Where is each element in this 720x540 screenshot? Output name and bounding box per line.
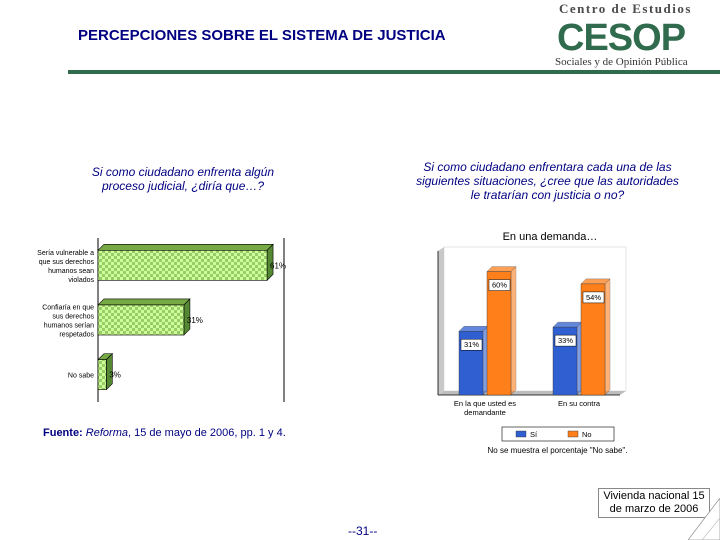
legend-label: Sí <box>530 430 538 439</box>
legend-swatch <box>568 431 578 437</box>
bar-side-face <box>511 267 516 395</box>
left-question: Si como ciudadano enfrenta algún proceso judicial, ¿diría que…? <box>91 165 275 193</box>
category-label: No sabe <box>67 372 94 380</box>
bar-data-label: 3% <box>109 370 121 380</box>
bar-data-label: 61% <box>270 261 287 271</box>
logo-word: CESOP <box>557 17 686 59</box>
chart-note: No se muestra el porcentaje "No sabe". <box>487 446 628 455</box>
bar <box>98 305 184 335</box>
page-number: --31-- <box>348 524 378 538</box>
source-label: Fuente: <box>43 427 83 439</box>
logo-line1: Centro de Estudios <box>559 1 692 16</box>
bar-data-label: 31% <box>463 340 480 350</box>
source-publication: Reforma <box>85 427 128 439</box>
bar-data-label: 54% <box>585 292 602 302</box>
category-label: respetados <box>59 331 94 339</box>
bar-top-face <box>98 244 273 250</box>
bar-top-face <box>98 299 190 305</box>
category-label: En su contra <box>557 399 601 408</box>
legend-swatch <box>516 431 526 437</box>
bar-data-label: 60% <box>491 280 508 290</box>
right-chart-subtitle: En una demanda… <box>502 231 598 243</box>
header-rule <box>68 70 720 74</box>
source-line <box>43 427 286 439</box>
bar-side-face <box>605 279 610 395</box>
survey-box: Vivienda nacional 15 de marzo de 2006 <box>598 488 710 518</box>
left-bar-chart <box>30 232 302 412</box>
category-label: humanos serían <box>43 322 94 330</box>
chart-wall <box>438 247 444 395</box>
logo-line2: Sociales y de Opinión Pública <box>555 56 688 68</box>
bar-data-label: 31% <box>186 316 203 325</box>
source-detail: , 15 de mayo de 2006, pp. 1 y 4. <box>127 427 286 439</box>
bar <box>98 250 267 280</box>
category-label: violados <box>68 276 94 284</box>
page-title: PERCEPCIONES SOBRE EL SISTEMA DE JUSTICIA <box>78 27 446 44</box>
right-question: Si como ciudadano enfrentara cada una de las siguientes situaciones, ¿cree que las autoridades le tratarían con justicia o no? <box>416 160 679 202</box>
category-label: En la que usted es <box>453 399 517 408</box>
right-bar-chart <box>426 245 632 445</box>
cesop-logo <box>553 0 720 70</box>
page-curl-decoration <box>688 498 720 540</box>
category-label: Sería vulnerable a <box>37 249 94 257</box>
category-label: demandante <box>464 408 506 417</box>
bar <box>98 360 106 390</box>
category-label: que sus derechos <box>38 258 94 266</box>
bar-data-label: 33% <box>557 336 574 346</box>
legend-label: No <box>582 430 592 439</box>
category-label: Confiaría en que <box>42 304 94 312</box>
category-label: sus derechos <box>52 313 94 321</box>
category-label: humanos sean <box>48 267 94 275</box>
